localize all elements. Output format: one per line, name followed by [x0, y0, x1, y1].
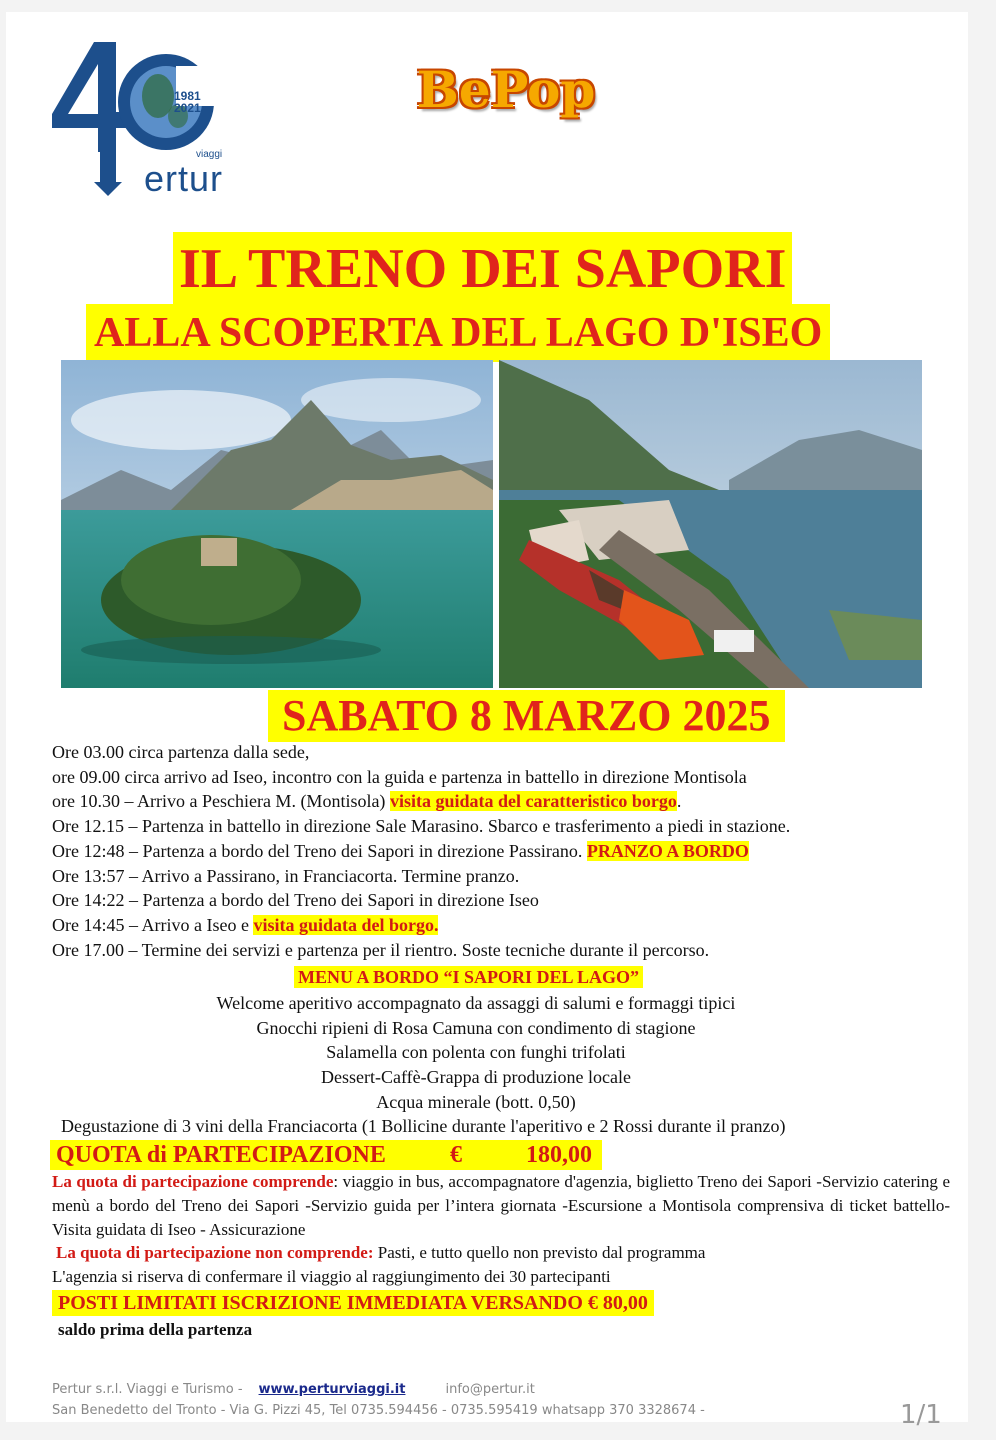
price-banner — [50, 1140, 602, 1170]
price-amount: 180,00 — [526, 1142, 592, 1168]
page-number: 1/1 — [900, 1400, 942, 1430]
schedule-highlight: visita guidata del caratteristico borgo — [389, 791, 677, 812]
logo-year-end: 2021 — [174, 101, 201, 115]
main-subtitle: ALLA SCOPERTA DEL LAGO D'ISEO — [86, 304, 830, 362]
bepop-brand: BePop — [416, 60, 596, 119]
schedule-text: ore 10.30 – Arrivo a Peschiera M. (Montisola) — [52, 791, 390, 812]
schedule-line — [52, 789, 790, 814]
logo-year-start: 1981 — [174, 89, 201, 103]
main-title: IL TRENO DEI SAPORI — [173, 232, 792, 306]
footer — [52, 1379, 705, 1421]
menu-item: Acqua minerale (bott. 0,50) — [376, 1091, 576, 1112]
menu-item: Gnocchi ripieni di Rosa Camuna con condimento di stagione — [256, 1017, 696, 1038]
schedule-line — [52, 765, 790, 790]
menu-list — [46, 991, 906, 1115]
footer-address: San Benedetto del Tronto - Via G. Pizzi 45, Tel 0735.594456 - 0735.595419 whatsapp 370 3328674 - — [52, 1403, 705, 1418]
wine-tasting: Degustazione di 3 vini della Franciacorta (1 Bollicine durante l'aperitivo e 2 Rossi durante il pranzo) — [61, 1116, 786, 1136]
schedule-highlight: visita guidata del borgo. — [253, 914, 439, 935]
schedule-text: ore 09.00 circa arrivo ad Iseo, incontro con la guida e partenza in battello in direzione Montisola — [52, 766, 747, 787]
schedule-text: Ore 12.15 – Partenza in battello in direzione Sale Marasino. Sbarco e trasferimento a piedi in stazione. — [52, 816, 791, 837]
menu-item: Dessert-Caffè-Grappa di produzione locale — [320, 1067, 632, 1088]
footer-line-1 — [52, 1379, 705, 1400]
schedule-text: Ore 14:45 – Arrivo a Iseo e — [52, 914, 254, 935]
schedule-line — [52, 864, 790, 889]
schedule-text: Ore 03.00 circa partenza dalla sede, — [52, 742, 310, 762]
logo-years — [174, 90, 201, 114]
booking-banner — [52, 1290, 654, 1316]
website-link[interactable]: www.perturviaggi.it — [258, 1382, 406, 1397]
menu-item: Salamella con polenta con funghi trifolati — [326, 1042, 626, 1063]
posti-limitati: POSTI LIMITATI — [58, 1292, 217, 1314]
schedule-line — [52, 740, 790, 765]
saldo-note: saldo prima della partenza — [58, 1320, 253, 1339]
schedule-highlight: PRANZO A BORDO — [586, 840, 749, 861]
email-link[interactable]: info@pertur.it — [445, 1382, 535, 1397]
logo-viaggi-text: viaggi — [196, 149, 223, 160]
schedule-line — [52, 839, 790, 864]
includes-paragraph — [52, 1170, 950, 1242]
schedule-text: Ore 12:48 – Partenza a bordo del Treno dei Sapori in direzione Passirano. — [52, 840, 587, 861]
menu-item: Welcome aperitivo accompagnato da assaggi di salumi e formaggi tipici — [216, 993, 736, 1013]
schedule-line — [52, 938, 790, 963]
price-label: QUOTA di PARTECIPAZIONE — [56, 1142, 386, 1168]
schedule-line — [52, 913, 790, 938]
schedule-line — [52, 814, 790, 839]
schedule-line — [52, 888, 790, 913]
schedule-text: Ore 13:57 – Arrivo a Passirano, in Franciacorta. Termine pranzo. — [52, 865, 520, 886]
flyer-page — [6, 12, 968, 1430]
logo-brand-text: ertur — [144, 158, 224, 199]
schedule-list — [52, 740, 790, 962]
train-lake-photo — [499, 360, 922, 688]
excludes-text: Pasti, e tutto quello non previsto dal programma — [373, 1243, 706, 1262]
excludes-label: La quota di partecipazione non comprende: — [56, 1243, 374, 1262]
menu-title: MENU A BORDO “I SAPORI DEL LAGO” — [294, 966, 643, 988]
event-date: SABATO 8 MARZO 2025 — [268, 690, 785, 742]
price-currency: € — [450, 1142, 462, 1168]
agency-note: L'agenzia si riserva di confermare il viaggio al raggiungimento dei 30 partecipanti — [52, 1267, 611, 1286]
pertur-40-logo — [46, 32, 236, 202]
includes-text: : viaggio in bus, accompagnatore d'agenzia, biglietto Treno dei Sapori -Servizio catering e menù a bordo del Treno dei Sapori -Servizio guida per l’intera giornata -Escursione a Montisola comprensiva di ticket battello-Visita guidata di Iseo - Assicurazione — [52, 1172, 950, 1239]
schedule-after: . — [676, 791, 682, 812]
company-name: Pertur s.r.l. Viaggi e Turismo - — [52, 1382, 243, 1397]
excludes-paragraph — [56, 1241, 705, 1265]
schedule-text: Ore 17.00 – Termine dei servizi e partenza per il rientro. Soste tecniche durante il percorso. — [52, 939, 710, 960]
lake-island-photo — [61, 360, 493, 688]
iscrizione-text: ISCRIZIONE IMMEDIATA VERSANDO € 80,00 — [216, 1292, 648, 1314]
includes-label: La quota di partecipazione comprende — [52, 1172, 334, 1191]
schedule-text: Ore 14:22 – Partenza a bordo del Treno dei Sapori in direzione Iseo — [52, 890, 539, 911]
